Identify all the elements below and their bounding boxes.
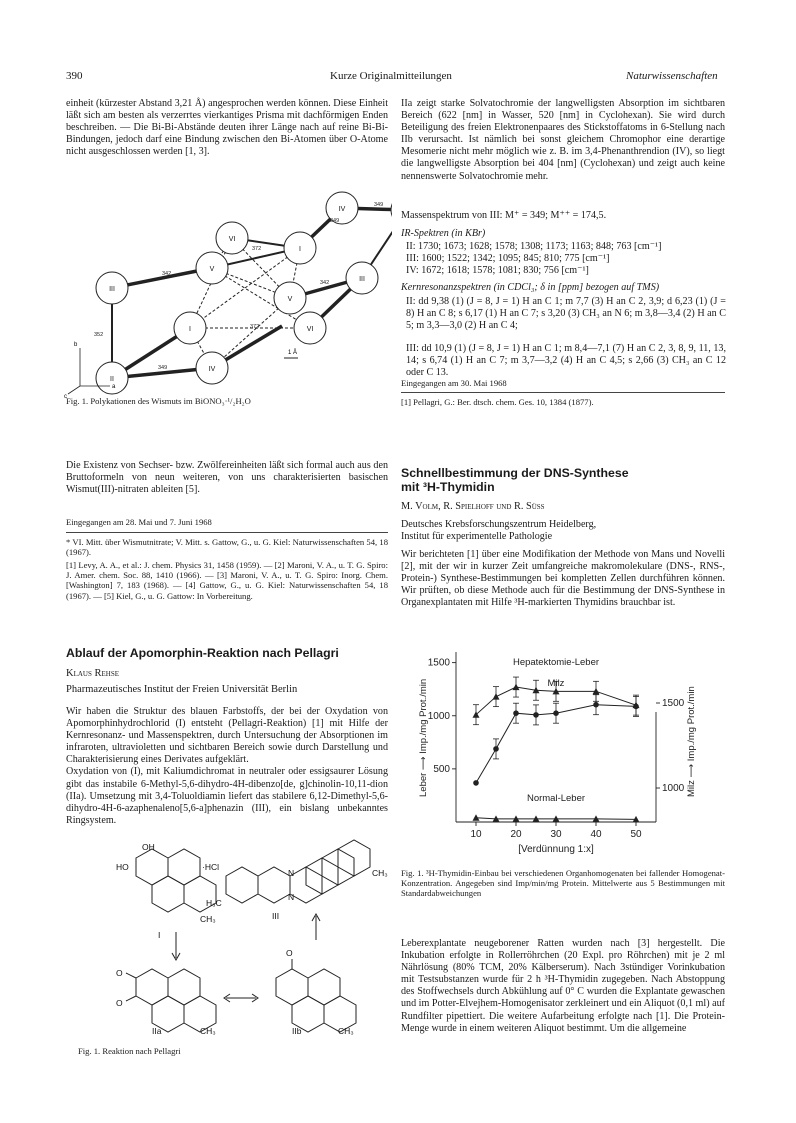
o-label: O: [286, 948, 293, 958]
data-point: [533, 712, 539, 718]
hcl-label: ·HCl: [202, 862, 219, 872]
page-number: 390: [66, 70, 83, 82]
compound-label-III: III: [272, 911, 280, 921]
distance-label: 342: [162, 271, 172, 277]
references: [1] Levy, A. A., et al.: J. chem. Physics 31, 1458 (1959). — [2] Maroni, V. A., u. T. G. Spiro: J. Amer. chem. Soc. 88, 1410 (1966). — [3] Maroni, V. A., u. T. G. Spiro: Inorg. Chem. [Washington] 7, 183 (1968). — [4] Gattow, G., u. G. Kiel: Naturwissenschaften 54, 18 (1967). — [5] Kiel, G., u. G. Gattow: In Vorbereitung.: [66, 560, 388, 601]
y-left-axis-label: Leber ⟶ Imp./mg Prot./min: [418, 678, 429, 797]
ir-lines: II: 1730; 1673; 1628; 1578; 1308; 1173; 1163; 848; 763 [cm⁻¹] III: 1600; 1522; 1342; 1095; 845; 810; 775 [cm⁻¹] IV: 1672; 1618; 1578; 1081; 830; 756 [cm⁻¹]: [406, 241, 662, 277]
bi-label: V: [209, 266, 215, 273]
bi-label: II: [110, 376, 114, 383]
series-label: Milz: [547, 678, 565, 689]
ch3-label: CH₃: [200, 914, 216, 924]
series-label: Hepatektomie-Leber: [512, 656, 600, 668]
x-tick-label: 40: [590, 829, 602, 840]
oh-label: OH: [142, 842, 155, 852]
n-label: N: [288, 868, 295, 878]
data-point: [513, 710, 519, 716]
series-label: Normal-Leber: [526, 792, 586, 804]
nmr-iii: III: dd 10,9 (1) (J = 8, J = 1) H an C 1; m 8,4—7,1 (7) H an C 2, 3, 8, 9, 11, 13, 14; s 6,74 (1) H an C 7; m 3,7—3,2 (4) H an C 4,5; s 2,66 (3) CH₃ an C 12 oder C 13.: [406, 343, 726, 379]
mass-spectrum: Massenspektrum von III: M⁺ = 349; M⁺⁺ = 174,5.: [401, 210, 607, 221]
authors: M. Volm, R. Spielhoff und R. Süss: [401, 501, 545, 512]
y-right-tick-label: 1500: [662, 698, 685, 709]
bi-label: VI: [306, 326, 314, 333]
scheme-caption: Fig. 1. Reaktion nach Pellagri: [78, 1046, 181, 1056]
nmr-heading: Kernresonanzspektren (in CDCl₃; δ in [ppm] bezogen auf TMS): [401, 282, 660, 293]
distance-label: 342: [320, 280, 330, 286]
footnote: * VI. Mitt. über Wismutnitrate; V. Mitt. s. Gattow, G., u. G. Kiel: Naturwissenschaften 54, 18 (1967).: [66, 537, 388, 558]
data-point: [493, 693, 500, 700]
institute: Pharmazeutisches Institut der Freien Universität Berlin: [66, 684, 298, 695]
thymidine-chart: [401, 640, 726, 865]
data-point: [553, 710, 559, 716]
distance-label: 349: [374, 202, 384, 208]
y-left-tick-label: 500: [433, 763, 450, 775]
data-point: [633, 704, 639, 710]
x-axis-label: [Verdünnung 1:x]: [518, 844, 594, 855]
bi-label: I: [189, 326, 191, 333]
x-tick-label: 50: [630, 829, 642, 840]
ho-label: HO: [116, 862, 129, 872]
o-label: O: [116, 968, 123, 978]
svg-text:b: b: [74, 342, 78, 348]
article3-body: Leberexplantate neugeborener Ratten wurden nach [3] hergestellt. Die Inkubation erfolgte in Rollerröhrchen (20 Expl. pro Röhrchen) mit je 2 ml Nährlösung (80% TCM, 20% Kälberserum). Nach 3stündiger Vorinkubation mit Testsubstanzen wurde für 2 h ³H-Thymidin zugegeben. Nach Abstoppung des Stoffwechsels durch Abkühlung auf 0° C wurden die Explantate gewaschen und im Potter-Elvejhem-Homogenisator zerkleinert und ein Aliquot (0,1 ml) auf Rundfilter pipettiert. Die weitere Aufarbeitung erfolgte nach [1]. Die Protein-Menge wurde in einem weiteren Aliquot bestimmt. Um die allgemeine: [401, 938, 725, 1034]
bi-label: III: [359, 276, 365, 283]
svg-text:c: c: [64, 394, 67, 400]
h3c-label: H₃C: [206, 898, 222, 908]
distance-label: 352: [94, 332, 104, 338]
institute-line1: Deutsches Krebsforschungszentrum Heidelberg,: [401, 519, 597, 530]
data-point: [473, 780, 479, 786]
existence-paragraph: Die Existenz von Sechser- bzw. Zwölfereinheiten läßt sich formal auch aus den Bruttoformeln von neun weiteren, von uns charakterisierten basischen Wismut(III)-nitraten ableiten [5].: [66, 460, 388, 496]
compound-label-I: I: [158, 930, 161, 940]
article2-body: Wir haben die Struktur des blauen Farbstoffs, der bei der Oxydation von Apomorphinhydrochlorid (I) entsteht (Pellagri-Reaktion) [1] mit Hilfe der Kernresonanz- und Massenspektren, durch Untersuchung der Absorptionen im infraroten, ultravioletten und sichtbaren Bereich sowie durch Darstellung und Charakterisierung eines Derivates aufgeklärt. Oxydation von (I), mit Kaliumdichromat in neutraler oder essigsaurer Lösung gibt das instabile 6-Methyl-5,6-dihydro-4H-dibenzo[de, g]chinolin-10,11-dion (IIa). Umsetzung mit 3,4-Toluoldiamin liefert das stabilere 6,12-Dimethyl-5,6-dihydro-4H-6-azaphenaleno[5,6-a]phenazin (III), ein bislang unbekanntes Ringsystem.: [66, 706, 388, 826]
institute-line2: Institut für experimentelle Pathologie: [401, 531, 553, 542]
n-label: N: [288, 892, 295, 902]
x-tick-label: 20: [510, 829, 522, 840]
distance-label: 372: [250, 324, 260, 330]
fig1-caption: Fig. 1. Polykationen des Wismuts im BiONO₃·¹/₂H₂O: [66, 396, 251, 406]
bi-label: I: [299, 246, 301, 253]
o-label: O: [116, 998, 123, 1008]
article-title-line1: Schnellbestimmung der DNS-Synthese: [401, 466, 629, 480]
ch3-label: CH₃: [372, 868, 388, 878]
received-date: Eingegangen am 28. Mai und 7. Juni 1968: [66, 517, 212, 527]
divider: [66, 532, 388, 533]
scale-label: 1 Å: [288, 350, 298, 356]
y-right-tick-label: 1000: [662, 783, 685, 794]
distance-label: 349: [330, 218, 340, 224]
right-top-paragraph: IIa zeigt starke Solvatochromie der langwelligsten Absorption im sichtbaren Bereich (622 [nm] in Wasser, 520 [nm] in Cyclohexan). Sie wird durch Beteiligung des freien Elektronenpaares des Stickstoffatoms in 6-Stellung nach IIb verursacht. Ist nämlich bei sonst gleichem Chromophor eine derartige Mesomerie nicht mehr möglich wie z. B. im 3,4-Phenanthrendion (IV), so liegt die langwelligste Absorption bei 404 [nm] (Cyclohexan) und zeigt auch keine nennenswerte Solvatochromie mehr.: [401, 98, 725, 182]
running-head: Kurze Originalmitteilungen: [330, 70, 452, 82]
nmr-ii: II: dd 9,38 (1) (J = 8, J = 1) H an C 1; m 7,7 (3) H an C 2, 3,9; d 6,23 (1) (J = 8) H an C 8; s 6,17 (1) H an C 7; s 3,20 (3) CH₃ an N 6; m 3,8—3,4 (2) H an C 5; m 3,3—3,0 (2) H an C 4;: [406, 296, 726, 332]
received-date: Eingegangen am 30. Mai 1968: [401, 378, 507, 388]
journal-name: Naturwissenschaften: [626, 70, 718, 82]
y-right-axis-label: Milz ⟶ Imp./mg Prot./min: [686, 686, 697, 797]
bi-label: IV: [208, 366, 216, 373]
divider: [401, 392, 725, 393]
data-point: [493, 746, 499, 752]
ir-heading: IR-Spektren (in KBr): [401, 228, 486, 239]
left-top-paragraph: einheit (kürzester Abstand 3,21 Å) angesprochen werden können. Diese Einheit läßt sich am besten als verzerrtes vierkantiges Prisma mit dachförmigen Enden beschreiben. — Die Bi-Bi-Abstände deuten ihrer Länge nach auf reine Bi-Bi-Bindungen, jedoch darf eine Bindung zwischen den Bi-Atomen über O-Atome nicht ausgeschlossen werden [1, 3].: [66, 98, 388, 158]
reaction-scheme: [96, 836, 396, 1036]
svg-text:a: a: [112, 384, 116, 390]
ch3-label: CH₃: [338, 1026, 354, 1036]
bismuth-polycation-figure: [62, 178, 392, 400]
y-left-tick-label: 1500: [427, 657, 450, 669]
article-title-line2: mit ³H-Thymidin: [401, 480, 495, 494]
chart-caption: Fig. 1. ³H-Thymidin-Einbau bei verschiedenen Organhomogenaten bei fallender Homogenat-Konzentration. Angegeben sind Imp/min/mg Protein. Mittelwerte aus 5 Bestimmungen mit Standardabweichungen: [401, 868, 725, 899]
ch3-label: CH₃: [200, 1026, 216, 1036]
data-point: [513, 684, 520, 691]
author: Klaus Rehse: [66, 668, 119, 679]
bi-label: III: [109, 286, 115, 293]
compound-label-IIb: IIb: [292, 1026, 302, 1036]
bi-label: V: [287, 296, 293, 303]
x-tick-label: 30: [550, 829, 562, 840]
data-point: [593, 702, 599, 708]
distance-label: 349: [158, 365, 168, 371]
reference: [1] Pellagri, G.: Ber. dtsch. chem. Ges. 10, 1384 (1877).: [401, 397, 594, 407]
compound-label-IIa: IIa: [152, 1026, 162, 1036]
y-left-tick-label: 1000: [427, 710, 450, 722]
bi-label: IV: [338, 206, 346, 213]
bi-label: VI: [228, 236, 236, 243]
article3-intro: Wir berichteten [1] über eine Modifikation der Methode von Mans und Novelli [2], mit der wir in kurzer Zeit umfangreiche makromolekulare (DNS-, RNS-, Protein-) Synthese-Bestimmungen bei kompletten Zellen durchführen können. Wir prüften, ob diese Methode auch für die Bestimmung der DNS-Synthese in Organexplantaten mit Hilfe ³H-markierten Thymidins brauchbar ist.: [401, 549, 725, 609]
article-title: Ablauf der Apomorphin-Reaktion nach Pellagri: [66, 646, 339, 660]
distance-label: 372: [252, 246, 262, 252]
x-tick-label: 10: [470, 829, 482, 840]
